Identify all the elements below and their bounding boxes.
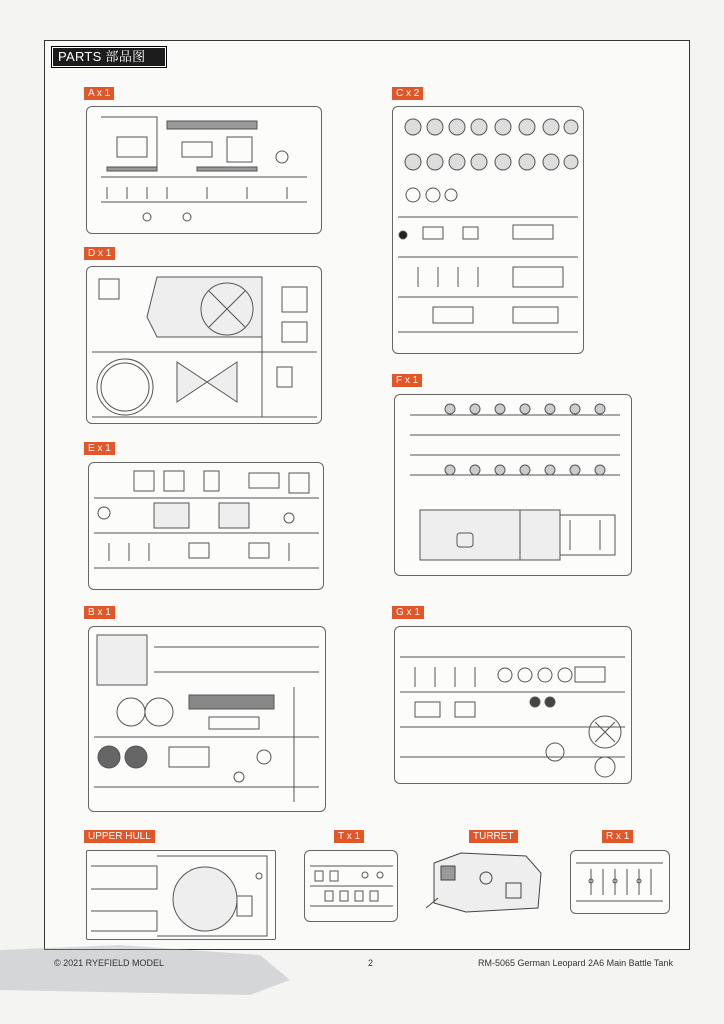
sprue-label-turret: TURRET xyxy=(469,830,518,843)
sprue-e-diagram xyxy=(88,462,324,590)
sprue-label-f: F x 1 xyxy=(392,374,422,387)
turret-diagram xyxy=(426,848,546,920)
sprue-c-diagram xyxy=(392,106,584,354)
sprue-label-r: R x 1 xyxy=(602,830,633,843)
sprue-f-diagram xyxy=(394,394,632,576)
sprue-label-d: D x 1 xyxy=(84,247,115,260)
sprue-label-g: G x 1 xyxy=(392,606,424,619)
footer-copyright: © 2021 RYEFIELD MODEL xyxy=(54,958,165,968)
sprue-d-diagram xyxy=(86,266,322,424)
sprue-a-diagram xyxy=(86,106,322,234)
sprue-g-diagram xyxy=(394,626,632,784)
sprue-label-t: T x 1 xyxy=(334,830,364,843)
sprue-label-e: E x 1 xyxy=(84,442,115,455)
sprue-t-diagram xyxy=(304,850,398,922)
sprue-b-diagram xyxy=(88,626,326,812)
sprue-label-a: A x 1 xyxy=(84,87,114,100)
sprue-r-diagram xyxy=(570,850,670,914)
footer-product-title: RM-5065 German Leopard 2A6 Main Battle Tank xyxy=(478,958,673,968)
sprue-label-upper-hull: UPPER HULL xyxy=(84,830,155,843)
parts-header: PARTS 部品图 xyxy=(51,46,167,68)
upper-hull-diagram xyxy=(86,850,276,940)
footer-page-number: 2 xyxy=(368,958,374,968)
sprue-label-c: C x 2 xyxy=(392,87,423,100)
sprue-label-b: B x 1 xyxy=(84,606,115,619)
